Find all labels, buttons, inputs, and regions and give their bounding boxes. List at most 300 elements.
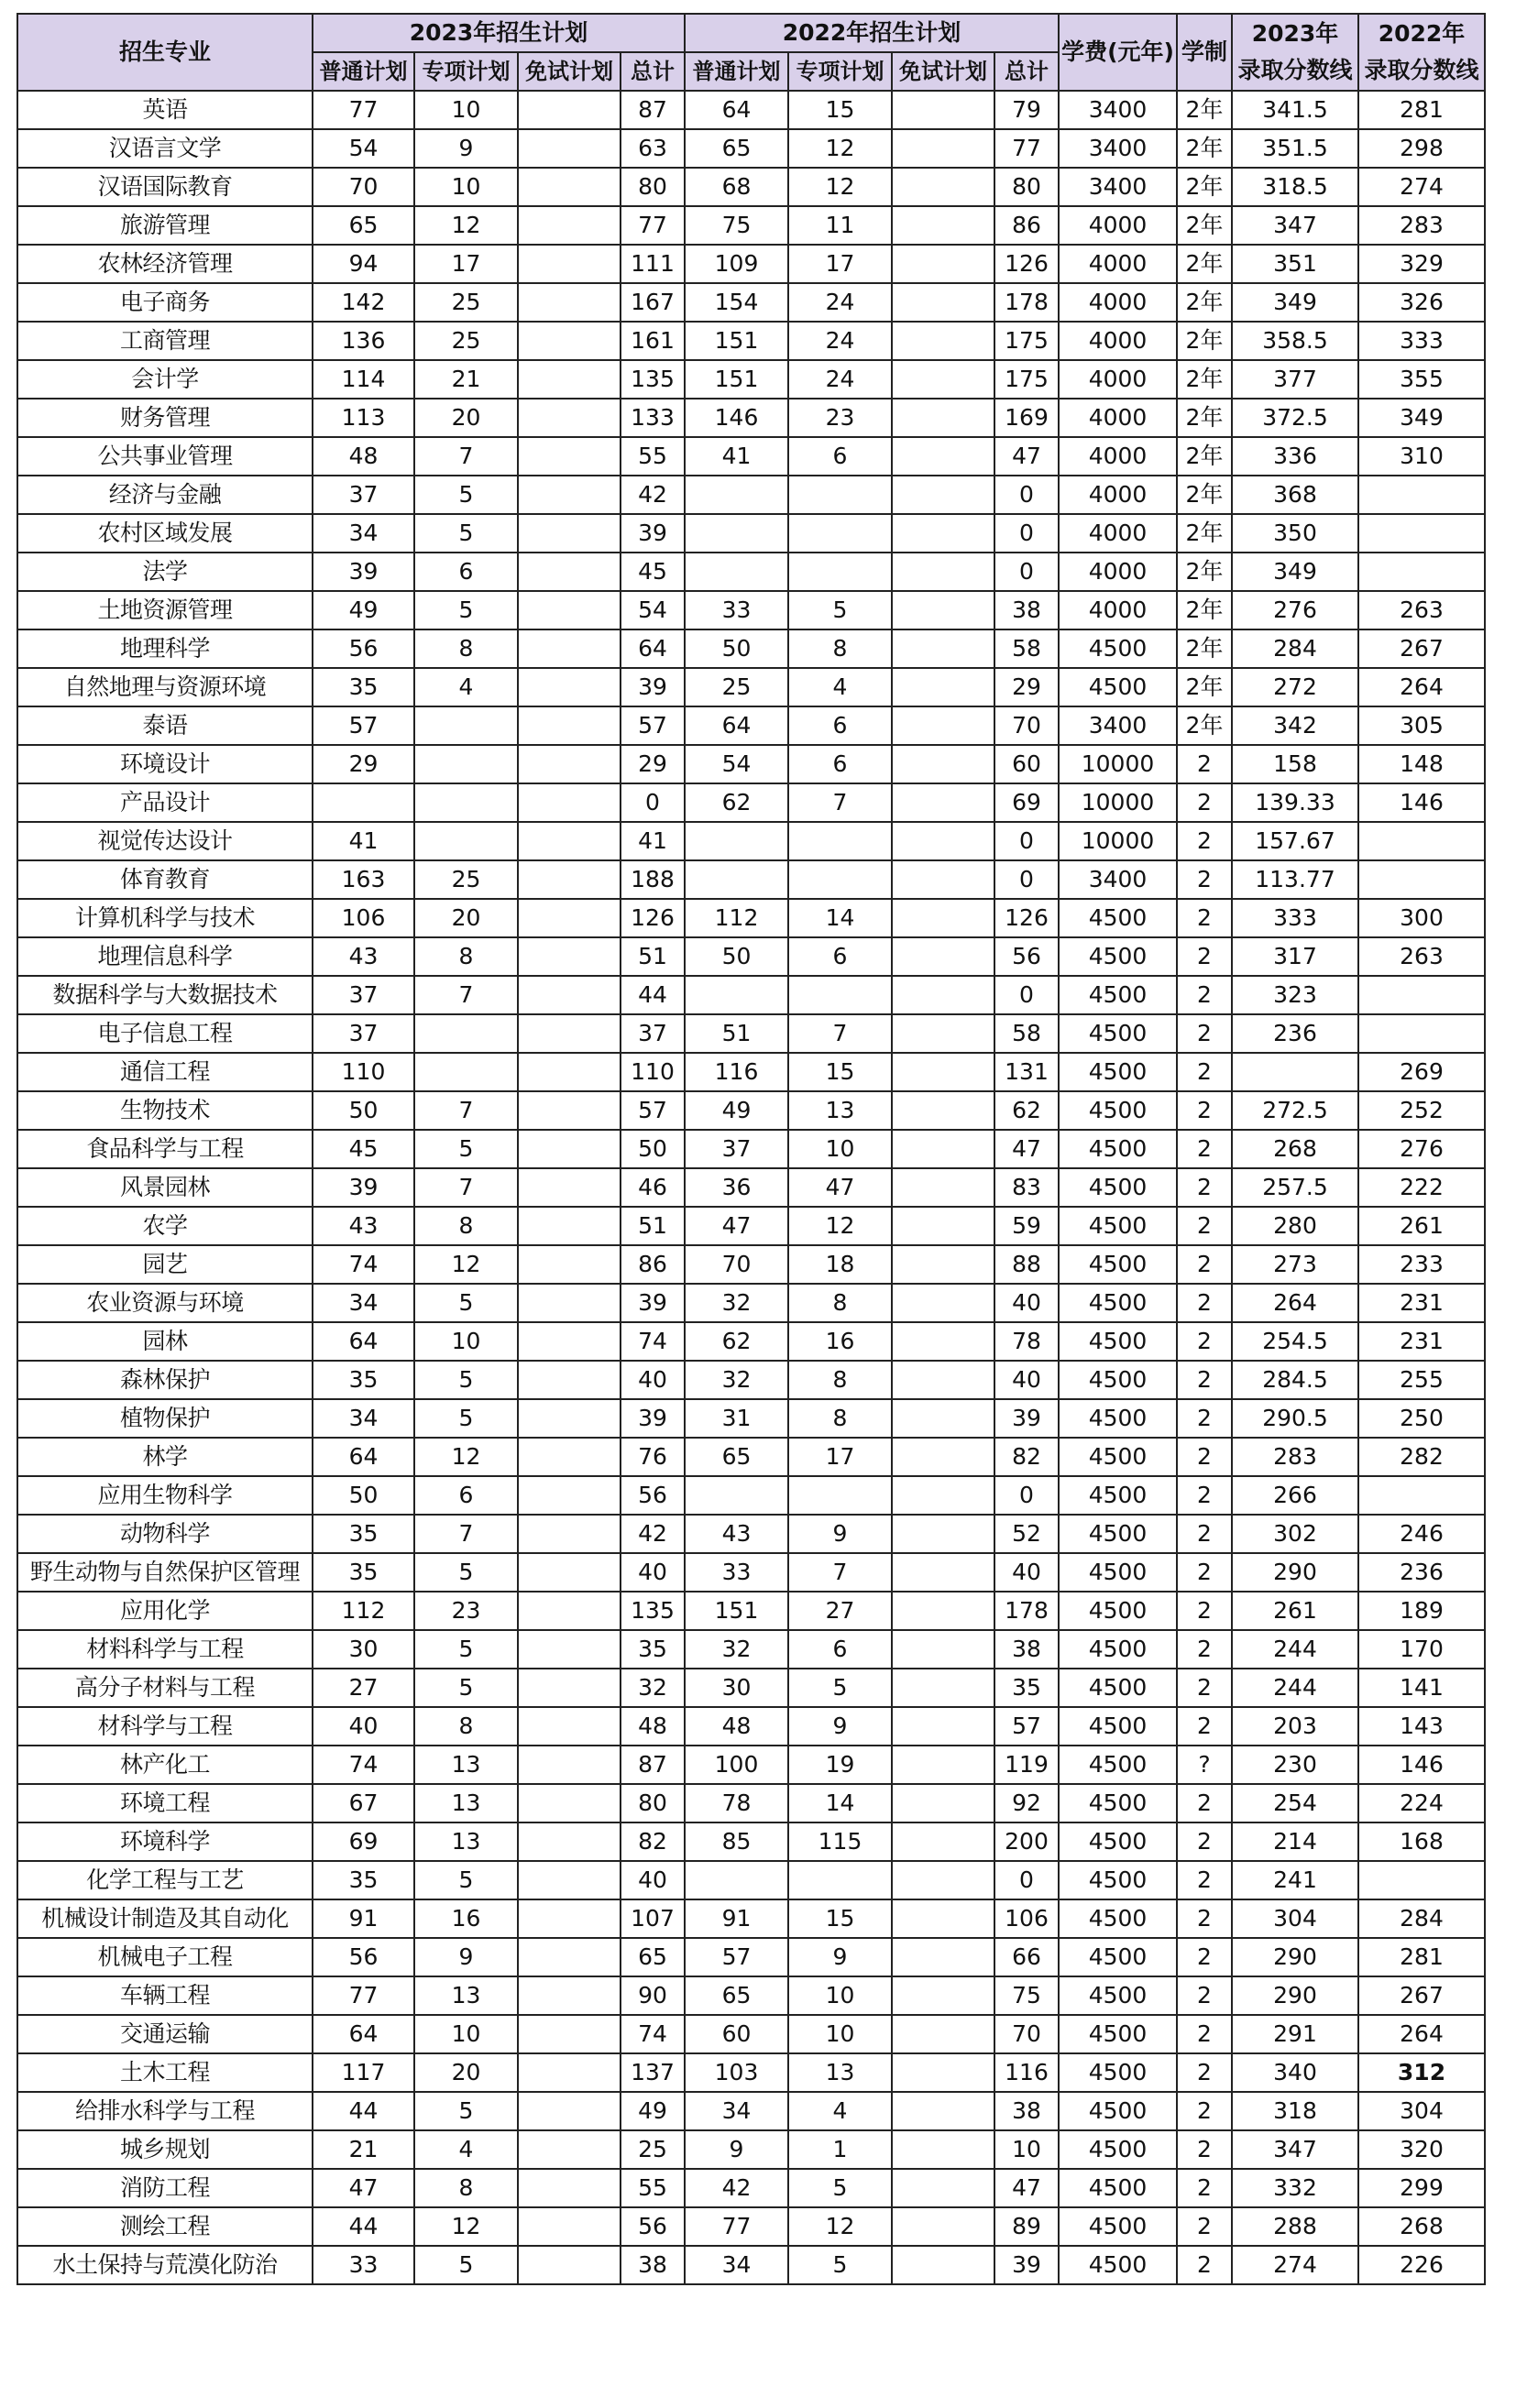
major-cell: 公共事业管理	[17, 437, 313, 476]
plan2023-exempt-cell	[518, 2092, 621, 2130]
fee-cell: 4500	[1059, 1515, 1177, 1553]
plan2023-exempt-cell	[518, 1553, 621, 1592]
plan2023-total-cell: 42	[621, 476, 685, 514]
fee-cell: 4000	[1059, 399, 1177, 437]
plan2023-total-cell: 57	[621, 706, 685, 745]
plan2022-exempt-cell	[892, 1938, 994, 1976]
table-row	[17, 1053, 1485, 1091]
score-2023-cell: 377	[1232, 360, 1358, 399]
duration-cell: 2	[1177, 2130, 1232, 2169]
plan2022-total-cell: 0	[994, 514, 1059, 553]
plan2022-special-cell: 8	[788, 629, 892, 668]
duration-cell: 2	[1177, 1284, 1232, 1322]
fee-cell: 4000	[1059, 206, 1177, 245]
fee-cell: 4500	[1059, 1053, 1177, 1091]
duration-cell: 2	[1177, 1553, 1232, 1592]
major-cell: 机械设计制造及其自动化	[17, 1899, 313, 1938]
plan2022-total-cell: 59	[994, 1207, 1059, 1245]
fee-cell: 4500	[1059, 1476, 1177, 1515]
plan2023-exempt-cell	[518, 1476, 621, 1515]
header-score-2022-label: 录取分数线	[1364, 57, 1479, 83]
plan2022-exempt-cell	[892, 1322, 994, 1361]
plan2023-special-cell: 20	[414, 899, 518, 937]
table-row	[17, 1669, 1485, 1707]
header-2023-exempt: 免试计划	[518, 52, 621, 91]
score-2023-cell: 350	[1232, 514, 1358, 553]
plan2023-total-cell: 188	[621, 860, 685, 899]
score-2022-cell: 261	[1358, 1207, 1485, 1245]
plan2023-exempt-cell	[518, 1515, 621, 1553]
plan2023-exempt-cell	[518, 899, 621, 937]
plan2023-regular-cell: 77	[313, 91, 414, 129]
fee-cell: 3400	[1059, 860, 1177, 899]
duration-cell: 2年	[1177, 514, 1232, 553]
plan2022-special-cell: 5	[788, 1669, 892, 1707]
plan2022-regular-cell: 47	[685, 1207, 788, 1245]
plan2022-regular-cell: 85	[685, 1822, 788, 1861]
fee-cell: 4500	[1059, 1438, 1177, 1476]
plan2022-special-cell: 7	[788, 783, 892, 822]
plan2023-special-cell: 13	[414, 1976, 518, 2015]
score-2023-cell: 280	[1232, 1207, 1358, 1245]
plan2022-special-cell: 19	[788, 1746, 892, 1784]
major-cell: 泰语	[17, 706, 313, 745]
plan2022-total-cell: 0	[994, 476, 1059, 514]
plan2022-special-cell: 14	[788, 899, 892, 937]
duration-cell: 2年	[1177, 245, 1232, 283]
plan2022-total-cell: 60	[994, 745, 1059, 783]
plan2022-exempt-cell	[892, 399, 994, 437]
plan2023-regular-cell: 67	[313, 1784, 414, 1822]
major-cell: 财务管理	[17, 399, 313, 437]
fee-cell: 4500	[1059, 1091, 1177, 1130]
plan2023-total-cell: 50	[621, 1130, 685, 1168]
fee-cell: 4500	[1059, 2015, 1177, 2053]
score-2023-cell: 349	[1232, 553, 1358, 591]
score-2023-cell: 342	[1232, 706, 1358, 745]
plan2022-exempt-cell	[892, 1630, 994, 1669]
score-2023-cell: 274	[1232, 2246, 1358, 2284]
plan2022-total-cell: 38	[994, 2092, 1059, 2130]
score-2022-cell: 146	[1358, 783, 1485, 822]
plan2023-exempt-cell	[518, 1438, 621, 1476]
score-2023-cell: 368	[1232, 476, 1358, 514]
major-cell: 园林	[17, 1322, 313, 1361]
plan2023-regular-cell: 35	[313, 1361, 414, 1399]
duration-cell: 2	[1177, 1207, 1232, 1245]
plan2023-exempt-cell	[518, 2246, 621, 2284]
plan2022-special-cell: 13	[788, 1091, 892, 1130]
plan2022-total-cell: 58	[994, 1014, 1059, 1053]
duration-cell: 2	[1177, 1361, 1232, 1399]
plan2023-special-cell: 9	[414, 1938, 518, 1976]
major-cell: 会计学	[17, 360, 313, 399]
plan2022-regular-cell: 32	[685, 1284, 788, 1322]
plan2023-exempt-cell	[518, 476, 621, 514]
plan2023-regular-cell: 30	[313, 1630, 414, 1669]
plan2022-special-cell: 4	[788, 668, 892, 706]
table-row	[17, 668, 1485, 706]
score-2022-cell: 264	[1358, 2015, 1485, 2053]
duration-cell: 2	[1177, 2092, 1232, 2130]
plan2022-exempt-cell	[892, 1784, 994, 1822]
plan2022-total-cell: 126	[994, 245, 1059, 283]
plan2023-regular-cell: 50	[313, 1091, 414, 1130]
plan2023-total-cell: 63	[621, 129, 685, 168]
score-2022-cell: 268	[1358, 2207, 1485, 2246]
plan2022-total-cell: 40	[994, 1284, 1059, 1322]
plan2023-special-cell: 13	[414, 1746, 518, 1784]
plan2023-total-cell: 39	[621, 1284, 685, 1322]
plan2023-total-cell: 45	[621, 553, 685, 591]
plan2022-exempt-cell	[892, 629, 994, 668]
plan2022-total-cell: 70	[994, 706, 1059, 745]
score-2022-cell: 189	[1358, 1592, 1485, 1630]
score-2022-cell: 320	[1358, 2130, 1485, 2169]
plan2023-regular-cell: 35	[313, 1553, 414, 1592]
plan2022-total-cell: 0	[994, 1476, 1059, 1515]
table-row	[17, 2015, 1485, 2053]
header-2023-regular: 普通计划	[313, 52, 414, 91]
plan2023-regular-cell: 29	[313, 745, 414, 783]
fee-cell: 4500	[1059, 2092, 1177, 2130]
plan2023-exempt-cell	[518, 1669, 621, 1707]
plan2022-total-cell: 83	[994, 1168, 1059, 1207]
major-cell: 汉语国际教育	[17, 168, 313, 206]
plan2022-exempt-cell	[892, 360, 994, 399]
major-cell: 农林经济管理	[17, 245, 313, 283]
plan2022-regular-cell: 65	[685, 1438, 788, 1476]
table-row	[17, 1476, 1485, 1515]
duration-cell: 2	[1177, 1707, 1232, 1746]
plan2022-exempt-cell	[892, 668, 994, 706]
plan2023-special-cell: 12	[414, 2207, 518, 2246]
plan2023-regular-cell: 43	[313, 937, 414, 976]
fee-cell: 4000	[1059, 283, 1177, 322]
plan2022-exempt-cell	[892, 514, 994, 553]
plan2023-exempt-cell	[518, 1245, 621, 1284]
plan2023-exempt-cell	[518, 1976, 621, 2015]
score-2022-cell: 264	[1358, 668, 1485, 706]
duration-cell: 2年	[1177, 591, 1232, 629]
plan2022-special-cell: 6	[788, 937, 892, 976]
plan2023-special-cell	[414, 783, 518, 822]
major-cell: 化学工程与工艺	[17, 1861, 313, 1899]
plan2022-regular-cell: 32	[685, 1361, 788, 1399]
plan2022-special-cell: 1	[788, 2130, 892, 2169]
table-row	[17, 976, 1485, 1014]
score-2023-cell: 318	[1232, 2092, 1358, 2130]
table-row	[17, 91, 1485, 129]
plan2022-special-cell	[788, 976, 892, 1014]
score-2022-cell: 246	[1358, 1515, 1485, 1553]
plan2023-regular-cell: 70	[313, 168, 414, 206]
plan2022-regular-cell: 64	[685, 91, 788, 129]
plan2023-regular-cell: 77	[313, 1976, 414, 2015]
plan2023-total-cell: 64	[621, 629, 685, 668]
table-row	[17, 706, 1485, 745]
fee-cell: 4500	[1059, 1630, 1177, 1669]
score-2022-cell: 267	[1358, 629, 1485, 668]
plan2022-regular-cell: 65	[685, 1976, 788, 2015]
major-cell: 地理科学	[17, 629, 313, 668]
plan2022-special-cell: 9	[788, 1938, 892, 1976]
plan2022-special-cell: 10	[788, 1130, 892, 1168]
plan2022-special-cell: 6	[788, 437, 892, 476]
score-2023-cell: 244	[1232, 1630, 1358, 1669]
plan2022-total-cell: 126	[994, 899, 1059, 937]
table-row	[17, 283, 1485, 322]
duration-cell: 2	[1177, 1322, 1232, 1361]
table-row	[17, 1976, 1485, 2015]
major-cell: 高分子材料与工程	[17, 1669, 313, 1707]
plan2022-exempt-cell	[892, 1168, 994, 1207]
score-2022-cell: 255	[1358, 1361, 1485, 1399]
score-2022-cell: 250	[1358, 1399, 1485, 1438]
table-row	[17, 783, 1485, 822]
plan2022-regular-cell: 146	[685, 399, 788, 437]
plan2023-total-cell: 77	[621, 206, 685, 245]
plan2023-total-cell: 133	[621, 399, 685, 437]
fee-cell: 10000	[1059, 745, 1177, 783]
major-cell: 电子信息工程	[17, 1014, 313, 1053]
score-2022-cell: 269	[1358, 1053, 1485, 1091]
score-2022-cell: 298	[1358, 129, 1485, 168]
table-row	[17, 245, 1485, 283]
score-2022-cell	[1358, 553, 1485, 591]
header-score-2022-year: 2022年	[1378, 20, 1466, 47]
plan2022-regular-cell	[685, 553, 788, 591]
plan2023-exempt-cell	[518, 591, 621, 629]
plan2023-exempt-cell	[518, 860, 621, 899]
plan2023-total-cell: 135	[621, 360, 685, 399]
duration-cell: 2	[1177, 860, 1232, 899]
plan2023-total-cell: 107	[621, 1899, 685, 1938]
major-cell: 计算机科学与技术	[17, 899, 313, 937]
plan2023-total-cell: 39	[621, 668, 685, 706]
plan2022-total-cell: 47	[994, 2169, 1059, 2207]
table-row	[17, 1861, 1485, 1899]
plan2023-regular-cell: 113	[313, 399, 414, 437]
plan2022-regular-cell	[685, 860, 788, 899]
plan2022-exempt-cell	[892, 1014, 994, 1053]
plan2023-exempt-cell	[518, 1168, 621, 1207]
plan2023-special-cell: 5	[414, 1130, 518, 1168]
header-2022-special: 专项计划	[788, 52, 892, 91]
plan2023-total-cell: 40	[621, 1361, 685, 1399]
plan2022-exempt-cell	[892, 1899, 994, 1938]
fee-cell: 4500	[1059, 2169, 1177, 2207]
score-2022-cell: 274	[1358, 168, 1485, 206]
plan2022-regular-cell: 42	[685, 2169, 788, 2207]
score-2022-cell: 168	[1358, 1822, 1485, 1861]
plan2022-exempt-cell	[892, 2246, 994, 2284]
score-2022-cell	[1358, 476, 1485, 514]
plan2023-regular-cell: 48	[313, 437, 414, 476]
score-2023-cell: 284.5	[1232, 1361, 1358, 1399]
major-cell: 汉语言文学	[17, 129, 313, 168]
score-2023-cell: 273	[1232, 1245, 1358, 1284]
plan2022-special-cell: 18	[788, 1245, 892, 1284]
header-score-2022	[1358, 14, 1485, 91]
plan2023-special-cell	[414, 745, 518, 783]
plan2022-special-cell: 12	[788, 129, 892, 168]
plan2022-regular-cell: 62	[685, 1322, 788, 1361]
score-2023-cell: 341.5	[1232, 91, 1358, 129]
plan2022-total-cell: 86	[994, 206, 1059, 245]
fee-cell: 4500	[1059, 629, 1177, 668]
plan2023-special-cell: 25	[414, 860, 518, 899]
fee-cell: 4500	[1059, 1168, 1177, 1207]
score-2023-cell: 317	[1232, 937, 1358, 976]
fee-cell: 4500	[1059, 2053, 1177, 2092]
plan2022-total-cell: 40	[994, 1553, 1059, 1592]
plan2023-total-cell: 135	[621, 1592, 685, 1630]
plan2023-special-cell: 10	[414, 91, 518, 129]
plan2022-total-cell: 131	[994, 1053, 1059, 1091]
fee-cell: 4000	[1059, 553, 1177, 591]
score-2023-cell: 139.33	[1232, 783, 1358, 822]
duration-cell: 2	[1177, 1245, 1232, 1284]
plan2023-exempt-cell	[518, 2130, 621, 2169]
plan2022-exempt-cell	[892, 1053, 994, 1091]
duration-cell: 2	[1177, 2246, 1232, 2284]
major-cell: 英语	[17, 91, 313, 129]
plan2022-exempt-cell	[892, 1553, 994, 1592]
plan2023-regular-cell: 44	[313, 2207, 414, 2246]
plan2023-special-cell: 10	[414, 2015, 518, 2053]
table-row	[17, 1515, 1485, 1553]
plan2022-regular-cell: 50	[685, 629, 788, 668]
plan2023-special-cell: 4	[414, 668, 518, 706]
major-cell: 通信工程	[17, 1053, 313, 1091]
score-2022-cell: 146	[1358, 1746, 1485, 1784]
plan2022-special-cell: 8	[788, 1361, 892, 1399]
major-cell: 地理信息科学	[17, 937, 313, 976]
plan2023-regular-cell: 50	[313, 1476, 414, 1515]
score-2023-cell: 268	[1232, 1130, 1358, 1168]
plan2022-regular-cell: 50	[685, 937, 788, 976]
plan2023-regular-cell: 35	[313, 1861, 414, 1899]
plan2023-special-cell: 5	[414, 514, 518, 553]
table-row	[17, 168, 1485, 206]
plan2022-total-cell: 80	[994, 168, 1059, 206]
duration-cell: 2	[1177, 2053, 1232, 2092]
table-row	[17, 476, 1485, 514]
plan2023-total-cell: 56	[621, 2207, 685, 2246]
table-row	[17, 129, 1485, 168]
score-2023-cell: 276	[1232, 591, 1358, 629]
plan2022-exempt-cell	[892, 2207, 994, 2246]
plan2023-total-cell: 86	[621, 1245, 685, 1284]
table-row	[17, 629, 1485, 668]
duration-cell: 2年	[1177, 206, 1232, 245]
plan2022-exempt-cell	[892, 1245, 994, 1284]
plan2022-exempt-cell	[892, 591, 994, 629]
plan2023-special-cell: 5	[414, 1553, 518, 1592]
plan2023-regular-cell: 69	[313, 1822, 414, 1861]
plan2022-special-cell: 47	[788, 1168, 892, 1207]
plan2023-special-cell: 17	[414, 245, 518, 283]
plan2023-special-cell: 8	[414, 2169, 518, 2207]
plan2023-special-cell: 13	[414, 1784, 518, 1822]
duration-cell: 2	[1177, 1899, 1232, 1938]
plan2022-total-cell: 56	[994, 937, 1059, 976]
score-2022-cell: 283	[1358, 206, 1485, 245]
plan2022-total-cell: 62	[994, 1091, 1059, 1130]
plan2022-regular-cell: 151	[685, 360, 788, 399]
fee-cell: 4500	[1059, 1707, 1177, 1746]
duration-cell: 2年	[1177, 668, 1232, 706]
score-2022-cell: 281	[1358, 1938, 1485, 1976]
score-2022-cell: 263	[1358, 937, 1485, 976]
major-cell: 城乡规划	[17, 2130, 313, 2169]
plan2023-regular-cell: 45	[313, 1130, 414, 1168]
duration-cell: 2	[1177, 1822, 1232, 1861]
plan2022-regular-cell: 49	[685, 1091, 788, 1130]
table-row	[17, 937, 1485, 976]
plan2022-special-cell: 16	[788, 1322, 892, 1361]
plan2023-special-cell: 5	[414, 1861, 518, 1899]
score-2022-cell: 263	[1358, 591, 1485, 629]
plan2022-exempt-cell	[892, 1284, 994, 1322]
score-2022-cell: 281	[1358, 91, 1485, 129]
fee-cell: 4000	[1059, 476, 1177, 514]
score-2023-cell: 333	[1232, 899, 1358, 937]
header-score-2023-label: 录取分数线	[1237, 57, 1353, 83]
plan2023-regular-cell: 37	[313, 976, 414, 1014]
plan2023-special-cell	[414, 1014, 518, 1053]
plan2022-regular-cell: 65	[685, 129, 788, 168]
fee-cell: 4500	[1059, 1861, 1177, 1899]
plan2022-special-cell: 15	[788, 1053, 892, 1091]
score-2023-cell: 158	[1232, 745, 1358, 783]
major-cell: 土木工程	[17, 2053, 313, 2092]
duration-cell: 2年	[1177, 360, 1232, 399]
plan2023-special-cell	[414, 1053, 518, 1091]
plan2023-total-cell: 87	[621, 1746, 685, 1784]
plan2022-regular-cell: 70	[685, 1245, 788, 1284]
table-row	[17, 360, 1485, 399]
plan2023-special-cell: 7	[414, 1091, 518, 1130]
plan2023-total-cell: 161	[621, 322, 685, 360]
plan2022-special-cell: 9	[788, 1707, 892, 1746]
duration-cell: 2	[1177, 1014, 1232, 1053]
table-row	[17, 322, 1485, 360]
table-header	[17, 14, 1485, 91]
plan2022-total-cell: 10	[994, 2130, 1059, 2169]
plan2022-special-cell: 6	[788, 706, 892, 745]
duration-cell: 2年	[1177, 437, 1232, 476]
plan2023-regular-cell: 74	[313, 1245, 414, 1284]
table-row	[17, 1014, 1485, 1053]
fee-cell: 3400	[1059, 168, 1177, 206]
duration-cell: 2	[1177, 899, 1232, 937]
plan2023-regular-cell: 40	[313, 1707, 414, 1746]
score-2023-cell: 272	[1232, 668, 1358, 706]
duration-cell: 2	[1177, 1130, 1232, 1168]
plan2022-exempt-cell	[892, 553, 994, 591]
plan2022-special-cell: 5	[788, 2246, 892, 2284]
score-2023-cell: 372.5	[1232, 399, 1358, 437]
plan2023-total-cell: 41	[621, 822, 685, 860]
duration-cell: 2年	[1177, 322, 1232, 360]
duration-cell: 2	[1177, 1438, 1232, 1476]
score-2023-cell: 214	[1232, 1822, 1358, 1861]
plan2023-total-cell: 39	[621, 1399, 685, 1438]
duration-cell: 2	[1177, 1784, 1232, 1822]
score-2023-cell: 290	[1232, 1976, 1358, 2015]
